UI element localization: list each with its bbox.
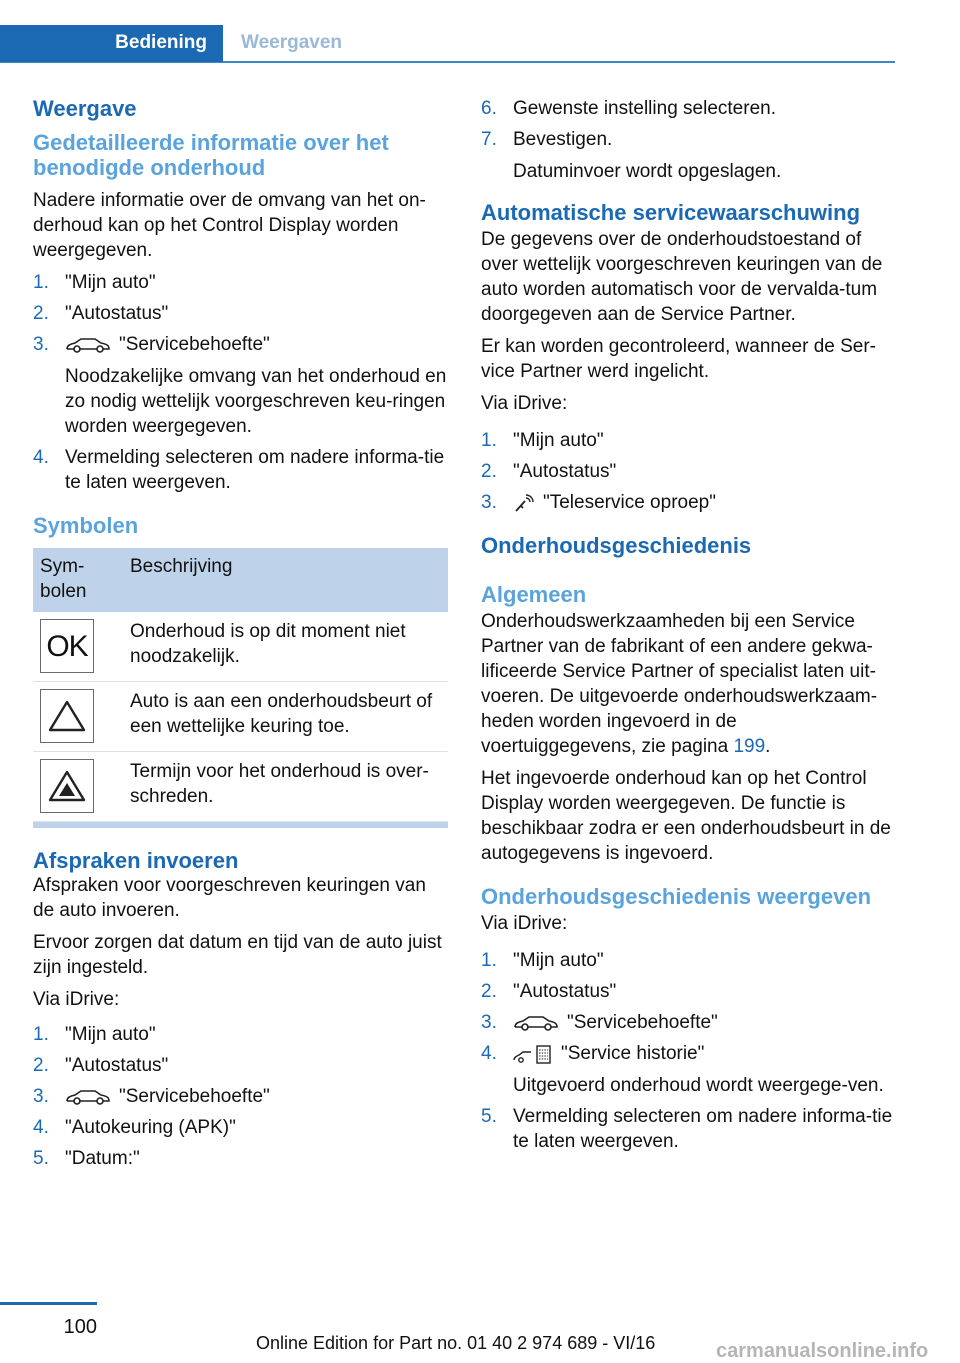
paragraph-via-idrive: Via iDrive: (33, 989, 120, 1010)
table-cell-description: Onderhoud is op dit moment niet noodzakelijk. (123, 612, 448, 682)
paragraph-algemeen-2: Het ingevoerde onderhoud kan op het Control Display worden weergegeven. De functie is beschikbaar zodra er een onderhoudsbeurt in de autogegevens is ingevoerd. (481, 768, 891, 864)
list-teleservice (481, 428, 896, 515)
list-text: "Autokeuring (APK)" (65, 1117, 236, 1138)
list-number: 3. (33, 334, 49, 355)
list-subtext: Noodzakelijke omvang van het onderhoud en zo nodig wettelijk voorgeschreven keu-ringen worden weergegeven. (65, 366, 447, 437)
list-text: "Datum:" (65, 1148, 140, 1169)
list-item (33, 1146, 448, 1171)
heading-gedetailleerde-informatie: Gedetailleerde informatie over het benodigde onderhoud (33, 130, 389, 180)
table-header-row (33, 548, 448, 612)
table-divider (33, 822, 448, 828)
paragraph-afspraken-2: Ervoor zorgen dat datum en tijd van de auto juist zijn ingesteld. (33, 932, 442, 978)
list-number: 1. (33, 272, 49, 293)
list-text: Gewenste instelling selecteren. (513, 98, 776, 119)
car-icon (65, 1088, 111, 1106)
list-item (481, 948, 896, 973)
list-item (33, 445, 448, 495)
teleservice-icon (513, 493, 535, 513)
table-cell-description: Auto is aan een onderhoudsbeurt of een wettelijke keuring toe. (123, 682, 448, 752)
list-item (481, 979, 896, 1004)
paragraph-auto-2: Er kan worden gecontroleerd, wanneer de Ser-vice Partner werd ingelicht. (481, 336, 877, 382)
heading-algemeen: Algemeen (481, 582, 587, 607)
heading-weergave: Weergave (33, 96, 137, 121)
list-number: 4. (481, 1043, 497, 1064)
list-item (33, 301, 448, 326)
watermark: carmanualsonline.info (716, 1340, 929, 1362)
list-item (33, 1053, 448, 1078)
list-text: Vermelding selecteren om nadere informa-tie te laten weergeven. (65, 447, 445, 493)
warning-triangle-icon (40, 689, 94, 743)
paragraph-via-idrive-2: Via iDrive: (481, 913, 568, 934)
list-number: 2. (481, 981, 497, 1002)
list-text: "Mijn auto" (513, 430, 604, 451)
right-column (481, 96, 896, 1166)
list-number: 3. (481, 492, 497, 513)
list-item (481, 490, 896, 515)
paragraph-auto-1: De gegevens over de onderhoudstoestand of over wettelijk voorgeschreven keuringen van de auto worden automatisch voor de vervalda-tum doorgegeven aan de Service Partner. (481, 229, 883, 325)
list-item (481, 459, 896, 484)
list-item (33, 270, 448, 295)
list-subtext: Uitgevoerd onderhoud wordt weergege-ven. (513, 1075, 884, 1096)
list-text: "Mijn auto" (513, 950, 604, 971)
list-item (481, 96, 896, 121)
list-text: "Servicebehoefte" (567, 1012, 718, 1033)
heading-symbolen: Symbolen (33, 513, 139, 538)
heading-afspraken-invoeren: Afspraken invoeren (33, 848, 239, 873)
list-text: "Autostatus" (65, 1055, 169, 1076)
list-number: 1. (481, 430, 497, 451)
service-history-icon (513, 1043, 553, 1065)
list-text: "Autostatus" (513, 981, 617, 1002)
heading-automatische-servicewaarschuwing: Automatische servicewaarschuwing (481, 200, 861, 225)
list-text: "Autostatus" (513, 461, 617, 482)
list-text: "Mijn auto" (65, 272, 156, 293)
tab-bediening[interactable]: Bediening (0, 25, 223, 62)
list-text: "Teleservice oproep" (543, 492, 716, 513)
list-item (481, 1104, 896, 1154)
list-continued (481, 96, 896, 184)
car-icon (513, 1014, 559, 1032)
paragraph-detail: Nadere informatie over de omvang van het on-derhoud kan op het Control Display worden weergegeven. (33, 190, 426, 261)
list-item (481, 127, 896, 184)
page-number: 100 (63, 1316, 97, 1338)
list-number: 3. (33, 1086, 49, 1107)
list-number: 3. (481, 1012, 497, 1033)
list-text: "Autostatus" (65, 303, 169, 324)
list-service-historie (481, 948, 896, 1154)
list-item (481, 1010, 896, 1035)
table-header-beschrijving: Beschrijving (130, 556, 233, 577)
tab-weergaven[interactable]: Weergaven (241, 32, 343, 53)
list-text: Vermelding selecteren om nadere informa-tie te laten weergeven. (513, 1106, 893, 1152)
heading-onderhoudsgeschiedenis: Onderhoudsgeschiedenis (481, 533, 752, 558)
list-number: 2. (481, 461, 497, 482)
paragraph-via-idrive: Via iDrive: (481, 393, 568, 414)
table-row (33, 682, 448, 752)
list-number: 4. (33, 447, 49, 468)
list-text: Bevestigen. (513, 129, 613, 150)
table-row (33, 752, 448, 822)
list-item (33, 1115, 448, 1140)
list-number: 6. (481, 98, 497, 119)
list-number: 7. (481, 129, 497, 150)
table-row (33, 612, 448, 682)
list-item (481, 428, 896, 453)
list-text: "Service historie" (561, 1043, 705, 1064)
list-item (481, 1041, 896, 1098)
list-number: 5. (33, 1148, 49, 1169)
list-text: "Servicebehoefte" (119, 1086, 270, 1107)
list-subtext: Datuminvoer wordt opgeslagen. (513, 161, 782, 182)
footer-edition: Online Edition for Part no. 01 40 2 974 689 - VI/16 (256, 1333, 656, 1353)
page-link-199[interactable]: 199 (733, 736, 766, 757)
list-number: 1. (33, 1024, 49, 1045)
list-number: 4. (33, 1117, 49, 1138)
list-text: "Servicebehoefte" (119, 334, 270, 355)
list-item (33, 1084, 448, 1109)
overdue-triangle-icon (40, 759, 94, 813)
paragraph-afspraken-1: Afspraken voor voorgeschreven keuringen van de auto invoeren. (33, 875, 426, 921)
table-header-symbolen: Sym-bolen (40, 556, 87, 602)
left-column (33, 96, 448, 1183)
heading-onderhoudsgeschiedenis-weergeven: Onderhoudsgeschiedenis weergeven (481, 884, 872, 909)
list-text: "Mijn auto" (65, 1024, 156, 1045)
paragraph-algemeen-1: Onderhoudswerkzaamheden bij een Service Partner van de fabrikant of een andere gekwa-lificeerde Service Partner of specialist laten uit-voeren. De uitgevoerde onderhoudswerkzaam-heden worden ingevoerd in de voertuiggegevens, zie pagina 199. (481, 611, 878, 757)
list-item (33, 1022, 448, 1047)
list-number: 5. (481, 1106, 497, 1127)
list-number: 2. (33, 1055, 49, 1076)
footer-rule (0, 1302, 97, 1305)
list-number: 1. (481, 950, 497, 971)
car-icon (65, 336, 111, 354)
list-item (33, 332, 448, 439)
list-afspraken (33, 1022, 448, 1171)
ok-icon: OK (40, 619, 94, 673)
header-bar (0, 25, 895, 63)
list-detail (33, 270, 448, 495)
table-cell-description: Termijn voor het onderhoud is over-schreden. (123, 752, 448, 822)
list-number: 2. (33, 303, 49, 324)
symbols-table (33, 548, 448, 822)
